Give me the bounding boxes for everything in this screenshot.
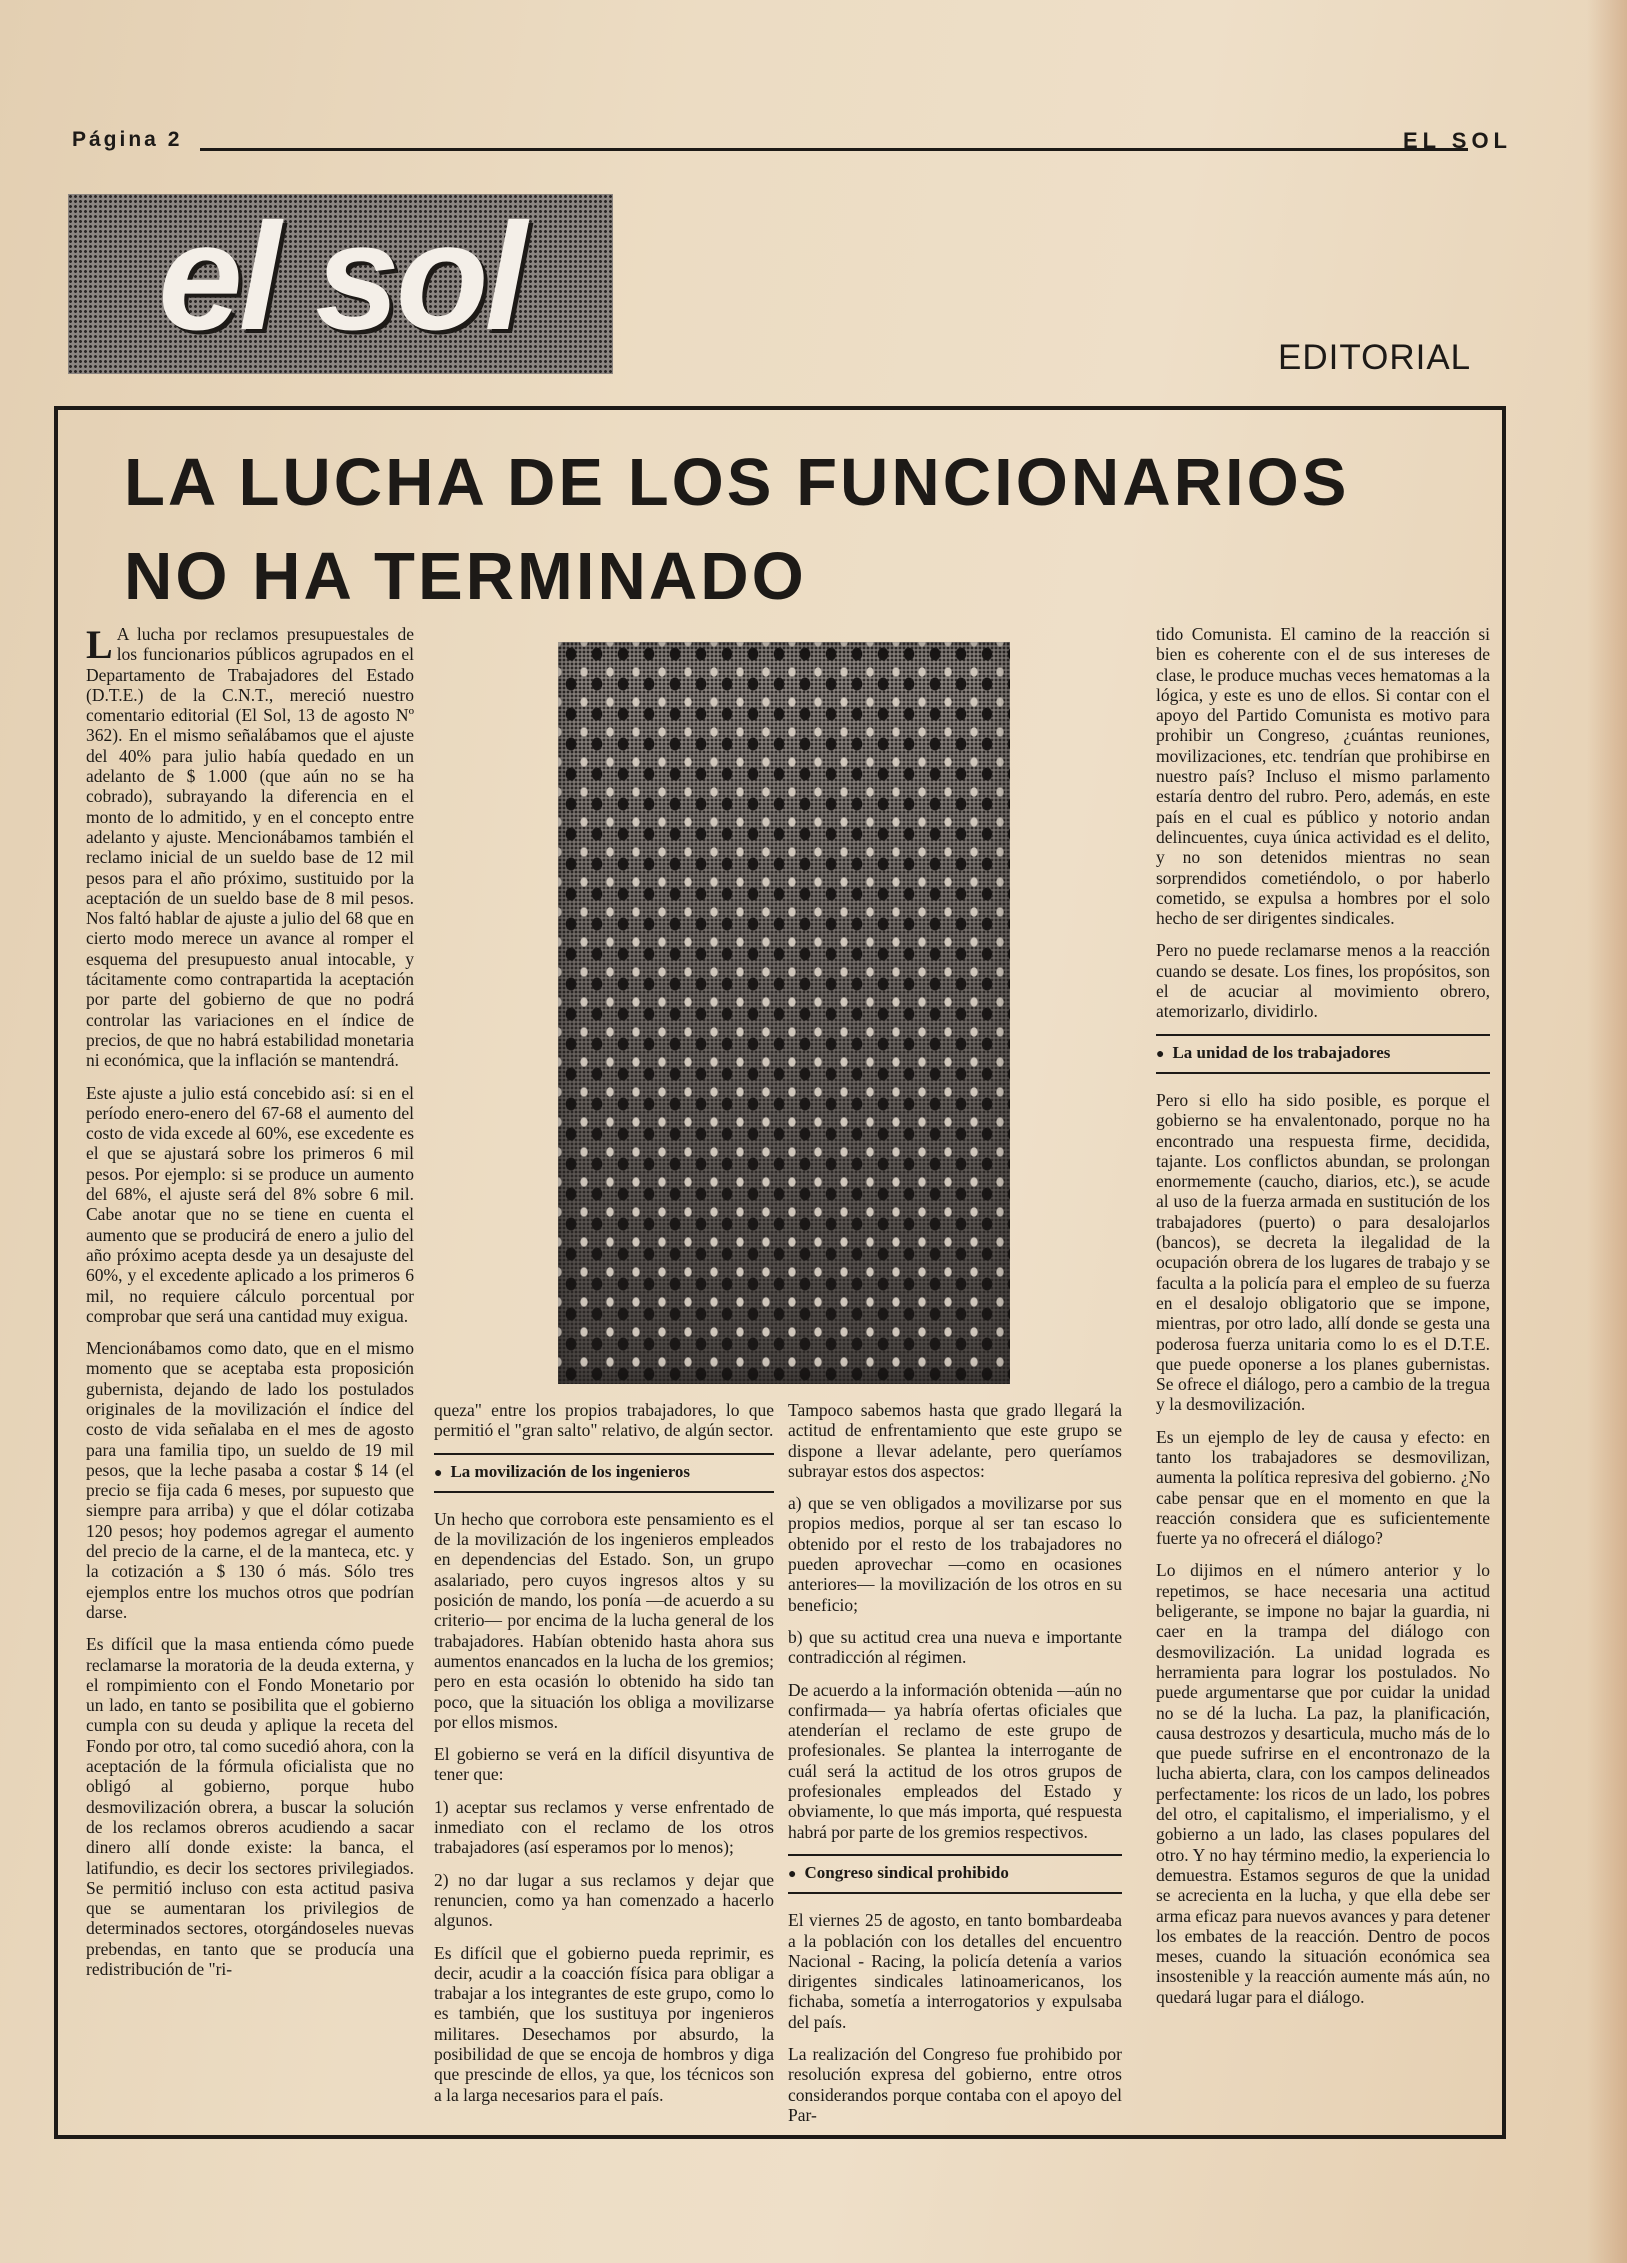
paragraph: El gobierno se verá en la difícil disyuntiva de tener que:	[434, 1744, 774, 1785]
paragraph: La realización del Congreso fue prohibido por resolución expresa del gobierno, entre otros considerandos porque contaba con el apoyo del Par-	[788, 2044, 1122, 2125]
paragraph: 1) aceptar sus reclamos y verse enfrentado de inmediato con el reclamo de los otros trabajadores (así esperamos por lo menos);	[434, 1796, 774, 1858]
section-label: EDITORIAL	[1278, 338, 1472, 377]
column-1	[86, 624, 414, 1991]
page-header	[72, 128, 1512, 158]
subheading	[434, 1453, 774, 1493]
paragraph: Pero si ello ha sido posible, es porque el gobierno se ha envalentonado, porque no ha encontrado una respuesta firme, decidida, tajante. Los conflictos abundan, se prolongan enormemente (caucho, diarios, etc.), se acude al uso de la fuerza armada en sustitución de los trabajadores (puerto) o para desalojarlos (bancos), se decreta la ilegalidad de la ocupación obrera de los lugares de trabajo y se faculta a la policía para el empleo de su fuerza en el desalojo obligatorio que se impone, mientras, por otro lado, allí donde se gesta una poderosa fuerza unitaria como lo es el D.T.E. que puede oponerse a los planes gubernistas. Se ofrece el diálogo, pero a cambio de la tregua y la desmovilización.	[1156, 1089, 1490, 1415]
bullet-icon: ●	[1156, 1046, 1165, 1062]
header-rule	[200, 148, 1468, 151]
bullet-icon: ●	[788, 1866, 797, 1882]
paragraph: El viernes 25 de agosto, en tanto bombardeaba a la población con los detalles del encuentro Nacional - Racing, la policía detenía a varios dirigentes sindicales latinoamericanos, los fichaba, sometía a interrogatorios y expulsaba del país.	[788, 1910, 1122, 2032]
paragraph-text: A lucha por reclamos presupuestales de los funcionarios públicos agrupados en el Departamento de Trabajadores del Estado (D.T.E.) de la C.N.T., mereció nuestro comentario editorial (El Sol, 13 de agosto Nº 362). En el mismo señalábamos que el ajuste del 40% para julio había quedado en un adelanto de $ 1.000 (que aún no se ha cobrado), subrayando la diferencia en el monto de lo admitido, y en el concepto entre adelanto y ajuste. Mencionábamos también el reclamo inicial de un sueldo base de 12 mil pesos para el año próximo, sustituido por la aceptación de un sueldo base de 8 mil pesos. Nos faltó hablar de ajuste a julio del 68 que en cierto modo merece un avance al romper el esquema del presupuesto anual intocable, y tácitamente como contrapartida la aceptación por parte del gobierno de que no podrá controlar las variaciones en el índice de precios, de que no habrá estabilidad monetaria ni económica, que la inflación se mantendrá.	[86, 624, 414, 1071]
paragraph: Es difícil que el gobierno pueda reprimir, es decir, acudir a la coacción física para obligar a trabajar a los integrantes de este grupo, como lo es también, que los sustituya por ingenieros militares. Desechamos por absurdo, la posibilidad de que se encoja de hombros y diga que prescinde de ellos, ya que, los técnicos son a la larga necesarios para el país.	[434, 1942, 774, 2105]
subheading-text: La movilización de los ingenieros	[450, 1461, 691, 1481]
paragraph: 2) no dar lugar a sus reclamos y dejar que renuncien, como ya han comenzado a hacerlo algunos.	[434, 1869, 774, 1931]
article-headline	[124, 436, 1464, 624]
paragraph: queza" entre los propios trabajadores, lo que permitió el "gran salto" relativo, de algún sector.	[434, 1400, 774, 1441]
paper-edge	[1587, 0, 1627, 2263]
subheading	[788, 1854, 1122, 1894]
paragraph: De acuerdo a la información obtenida —aún no confirmada— ya habría ofertas oficiales que atenderían el reclamo de este grupo de profesionales. Se plantea la interrogante de cuál será la actitud de los otros grupos de profesionales empleados del Estado y obviamente, lo que más importa, qué respuesta habrá por parte de los gremios respectivos.	[788, 1679, 1122, 1842]
headline-line-1: LA LUCHA DE LOS FUNCIONARIOS	[124, 445, 1350, 520]
column-2	[434, 1400, 774, 2117]
paragraph: b) que su actitud crea una nueva e importante contradicción al régimen.	[788, 1626, 1122, 1668]
paragraph: Tampoco sabemos hasta que grado llegará la actitud de enfrentamiento que este grupo se dispone a llevar adelante, pero queríamos subrayar estos dos aspectos:	[788, 1400, 1122, 1481]
paragraph: Lo dijimos en el número anterior y lo repetimos, se hace necesaria una actitud beligerante, se impone no bajar la guardia, ni caer en la trampa del diálogo con desmovilización. La unidad lograda es herramienta para lograr los postulados. No puede argumentarse que por cuidar la unidad no se dé la lucha. La paz, la planificación, causa destrozos y desarticula, mucho más de lo que puede sufrirse en el encontronazo de la lucha abierta, clara, con los campos delineados perfectamente: los ricos de un lado, los pobres del otro, el capitalismo, el imperialismo, y el gobierno a un lado, las clases populares del otro. Y no hay término medio, la experiencia lo demuestra. Estamos seguros de que la unidad se acrecienta en la lucha, y que ella debe ser arma eficaz para nuevos avances y para detener los embates de la reacción. Dentro de pocos meses, cuando la situación económica sea insostenible y la reacción aumente más aún, no quedará lugar para el diálogo.	[1156, 1560, 1490, 2007]
paragraph: Pero no puede reclamarse menos a la reacción cuando se desate. Los fines, los propósitos, son el de acuciar al movimiento obrero, atemorizarlo, dividirlo.	[1156, 940, 1490, 1022]
paragraph: tido Comunista. El camino de la reacción si bien es coherente con el de sus intereses de clase, le produce muchas veces hematomas a la lógica, y este es uno de ellos. Si contar con el apoyo del Partido Comunista es motivo para prohibir un Congreso, ¿cuántas reuniones, movilizaciones, etc. tendrían que prohibirse en nuestro país? Incluso el mismo parlamento estaría dentro del rubro. Pero, además, en este país en el cual es público y notorio andan delincuentes, cuya única actividad es el delito, y no son detenidos mientras no sean sorprendidos cometiéndolo, o por haberlo cometido, se expulsa a hombres por el solo hecho de ser dirigentes sindicales.	[1156, 624, 1490, 929]
page-number: Página 2	[72, 128, 183, 151]
subheading	[1156, 1034, 1490, 1074]
crowd-photo	[558, 642, 1010, 1384]
paragraph: Un hecho que corrobora este pensamiento es el de la movilización de los ingenieros empleados en dependencias del Estado. Son, un grupo asalariado, pero cuyos ingresos altos y su posición de mando, los ponía —de acuerdo a su criterio— por encima de la lucha general de los trabajadores. Habían obtenido hasta ahora sus aumentos enancados en la lucha de los gremios; pero en esta ocasión lo obtenido ha sido tan poco, que la situación los obliga a movilizarse por ellos mismos.	[434, 1508, 774, 1732]
paragraph: a) que se ven obligados a movilizarse por sus propios medios, porque al ser tan escaso lo obtenido por el resto de los trabajadores no pueden aprovechar —como en ocasiones anteriores— la movilización de los otros en su beneficio;	[788, 1493, 1122, 1615]
masthead-logo	[68, 194, 613, 374]
bullet-icon: ●	[434, 1465, 443, 1481]
paragraph	[86, 624, 414, 1071]
subheading-text: Congreso sindical prohibido	[804, 1862, 1009, 1882]
column-4	[1156, 624, 1490, 2019]
paragraph: Este ajuste a julio está concebido así: si en el período enero-enero del 67-68 el aumento del costo de vida excede al 60%, ese excedente es el que se ajustará sobre los primeros 6 mil pesos. Por ejemplo: si se produce un aumento del 68%, el ajuste será del 8% sobre 6 mil. Cabe anotar que no se tiene en cuenta el aumento que se producirá de enero a julio del año próximo acepta desde ya un desajuste del 60%, y el excedente aplicado a los primeros 6 mil, no requiere cálculo porcentual por comprobar que será una cantidad muy exigua.	[86, 1082, 414, 1326]
paragraph: Mencionábamos como dato, que en el mismo momento que se aceptaba esta proposición gubernista, dejando de lado los postulados originales de la movilización el índice del costo de vida señalaba en el mes de agosto para una familia tipo, un sueldo de 19 mil pesos, que la leche pasaba a costar $ 14 (el precio se fija cada 6 meses, por supuesto que siempre para arriba) y que el dólar cotizaba 120 pesos; hoy podemos agregar el aumento del precio de la carne, el de la manteca, etc. y la cotización a $ 130 ó más. Sólo tres ejemplos entre los muchos otros que podrían darse.	[86, 1338, 414, 1622]
column-3	[788, 1400, 1122, 2137]
paragraph: Es un ejemplo de ley de causa y efecto: en tanto los trabajadores se desmovilizan, aumenta la política represiva del gobierno. ¿No cabe pensar que en el momento en que la reacción considera que es suficientemente fuerte ya no ofrecerá el diálogo?	[1156, 1426, 1490, 1549]
headline-line-2: NO HA TERMINADO	[124, 539, 807, 614]
paragraph: Es difícil que la masa entienda cómo puede reclamarse la moratoria de la deuda externa, y el rompimiento con el Fondo Monetario por un lado, en tanto se posibilita que el gobierno cumpla con su deuda y aplique la receta del Fondo por otro, tal como sucedió ahora, con la aceptación de la fórmula oficialista que no obligó al gobierno, porque hubo desmovilización obrera, a buscar la solución de los reclamos obreros acudiendo a sacar dinero allí donde existe: la banca, el latifundio, es decir los sectores privilegiados. Se permitió incluso con esta actitud pasiva que se aumentaran los privilegios de determinados sectores, otorgándoseles nuevas prebendas, en tanto que se producía una redistribución de "ri-	[86, 1634, 414, 1979]
subheading-text: La unidad de los trabajadores	[1172, 1042, 1391, 1062]
paper-name: EL SOL	[1402, 128, 1512, 153]
logo-text: el sol	[158, 192, 523, 362]
drop-cap: L	[86, 622, 113, 667]
